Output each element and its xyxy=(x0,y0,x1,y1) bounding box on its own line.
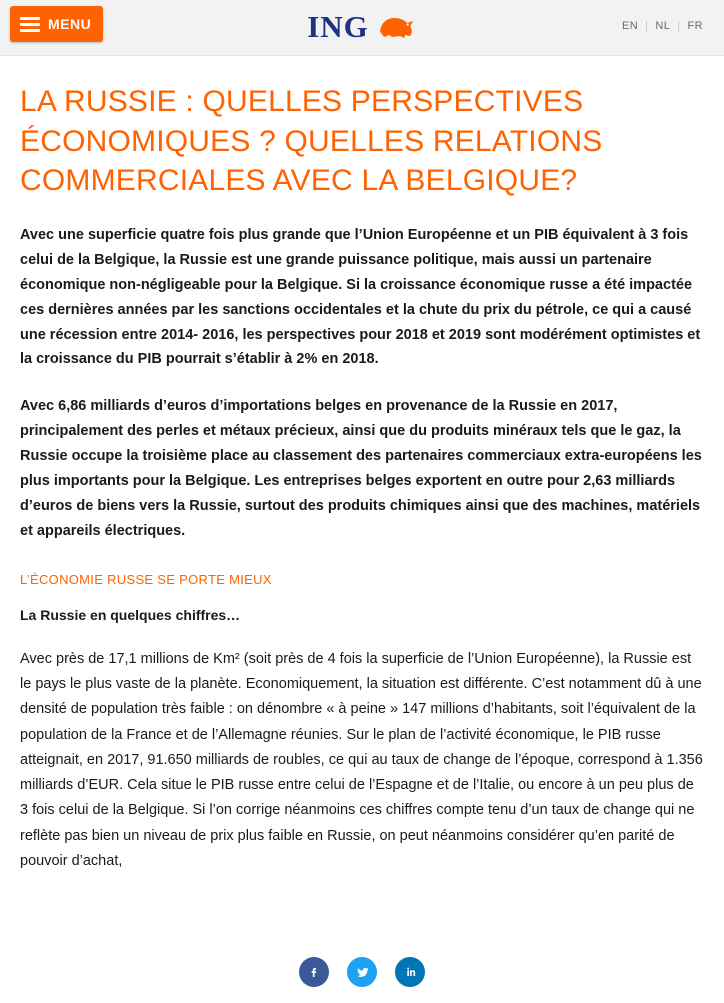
article-body-paragraph: Avec près de 17,1 millions de Km² (soit près de 4 fois la superficie de l’Union Européenne), la Russie est le pays le plus vaste de la planète. Economiquement, la situation est différente. C’est notamment dû à une densité de population très faible : on dénombre « à peine » 147 millions d’habitants, soit l’équivalent de la population de la France et de l’Allemagne réunies. Sur le plan de l’activité économique, le PIB russe atteignait, en 2017, 91.650 milliards de roubles, ce qui au taux de change de l’époque, correspond à 1.356 milliards d’EUR. Cela situe le PIB russe entre celui de l’Espagne et de l’Italie, ou encore à un peu plus de 3 fois celui de la Belgique. Si l’on corrige néanmoins ces chiffres compte tenu d’un taux de change qui ne reflète pas bien un niveau de prix plus faible en Russie, on peut néanmoins considérer qu’en parité de pouvoir d’achat, xyxy=(20,651,703,869)
article-lead-paragraph-1: Avec une superficie quatre fois plus grande que l’Union Européenne et un PIB équivalent à 3 fois celui de la Belgique, la Russie est une grande puissance politique, mais aussi un partenaire économique non-négligeable pour la Belgique. Si la croissance économique russe a été impactée ces dernières années par les sanctions occidentales et la chute du prix du pétrole, ce qui a causé une récession entre 2014- 2016, les perspectives pour 2018 et 2019 sont modérément optimistes et la croissance du PIB pourrait s’établir à 2% en 2018. xyxy=(20,226,701,368)
lang-en[interactable]: EN xyxy=(622,20,639,32)
hamburger-icon xyxy=(20,14,40,35)
facebook-icon[interactable] xyxy=(299,957,329,987)
share-bar xyxy=(0,941,724,1003)
section-heading: L’ÉCONOMIE RUSSE SE PORTE MIEUX xyxy=(20,572,272,588)
twitter-icon[interactable] xyxy=(347,957,377,987)
site-header xyxy=(0,0,724,56)
lang-nl[interactable]: NL xyxy=(655,20,671,32)
lang-divider-1: | xyxy=(645,20,649,32)
site-logo[interactable] xyxy=(307,11,417,42)
language-switcher[interactable] xyxy=(615,20,710,32)
brand-wordmark: ING xyxy=(307,9,369,44)
menu-button-label: MENU xyxy=(48,16,92,32)
ing-lion-icon xyxy=(377,12,417,42)
article xyxy=(0,56,724,874)
lang-fr[interactable]: FR xyxy=(687,20,703,32)
linkedin-icon[interactable] xyxy=(395,957,425,987)
article-lead-paragraph-2: Avec 6,86 milliards d’euros d’importations belges en provenance de la Russie en 2017, principalement des perles et métaux précieux, ainsi que du produits minéraux tels que le gaz, la Russie occupe la troisième place au classement des partenaires commerciaux extra-européens les plus importants pour la Belgique. Les entreprises belges exportent en outre pour 2,63 milliards d’euros de biens vers la Russie, surtout des produits chimiques ainsi que des machines, matériels et appareils électriques. xyxy=(20,398,702,540)
content-fade-overlay xyxy=(0,907,724,941)
menu-button[interactable] xyxy=(10,6,103,42)
page-title: LA RUSSIE : QUELLES PERSPECTIVES ÉCONOMIQUES ? QUELLES RELATIONS COMMERCIALES AVEC LA BELGIQUE? xyxy=(20,85,603,198)
lang-divider-2: | xyxy=(677,20,681,32)
article-subtitle: La Russie en quelques chiffres… xyxy=(20,607,241,624)
